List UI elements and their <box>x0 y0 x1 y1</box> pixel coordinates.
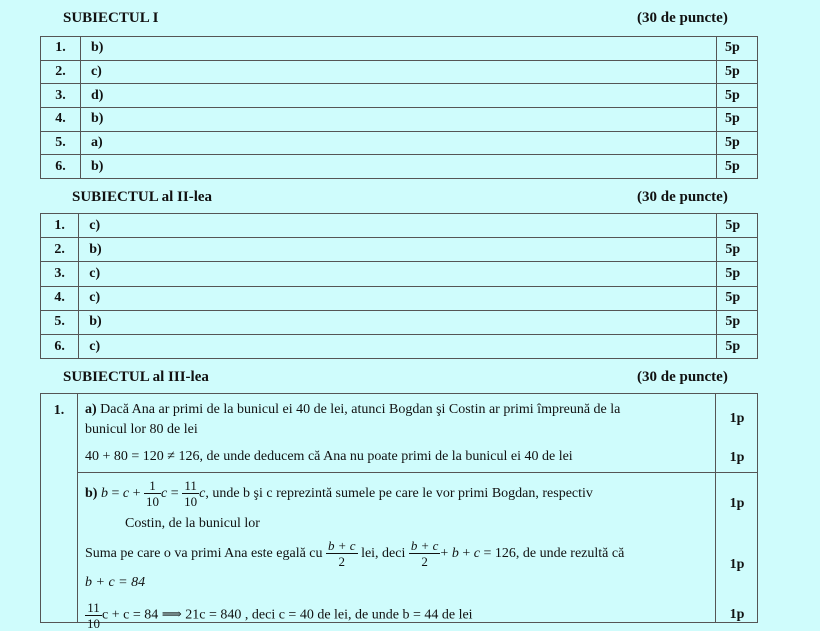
fraction-den: 10 <box>87 616 100 631</box>
part-b-text-3: lei, deci <box>361 546 406 561</box>
eq-c: c <box>473 546 480 561</box>
item-number: 4. <box>41 108 81 132</box>
part-b-text-1: , unde b şi c reprezintă sumele pe care le vor primi Bogdan, respectiv <box>205 486 593 501</box>
eq-b: b <box>100 486 108 501</box>
fraction-den: 10 <box>145 494 159 510</box>
fraction-11-10 <box>85 600 102 631</box>
item-points: 5p <box>717 60 758 84</box>
eq-c: c <box>160 486 168 501</box>
fraction-den: 2 <box>421 554 428 570</box>
points-b-1: 1p <box>729 496 745 511</box>
points-a-2: 1p <box>729 450 745 465</box>
subject-2-title: SUBIECTUL al II-lea <box>72 189 213 205</box>
item-answer: a) <box>80 131 716 155</box>
answer-row <box>41 108 758 132</box>
item-answer: c) <box>80 60 716 84</box>
fraction-num: b + c <box>410 538 439 554</box>
fraction-11-10 <box>182 478 199 509</box>
item-number: 5. <box>41 131 81 155</box>
item-points: 5p <box>717 37 758 61</box>
item-number: 6. <box>41 155 81 179</box>
subject-3-table <box>40 393 758 631</box>
part-b-line-2: Costin, de la bunicul lor <box>125 516 260 531</box>
subject-3-title: SUBIECTUL al III-lea <box>63 369 209 385</box>
part-b-text-2: Suma pe care o va primi Ana este egală cu <box>85 546 323 561</box>
item-answer: c) <box>79 286 717 310</box>
item-answer: d) <box>80 84 716 108</box>
fraction-b-plus-c-over-2 <box>326 538 358 569</box>
part-b-line-3: Suma pe care o va primi Ana este egală cu $\frac{b + c}{2}$ lei, deci $\frac{b + c}{2}$ + b + c = 126, de unde rezultă că <box>85 538 625 570</box>
answer-row <box>41 238 758 262</box>
item-number: 5. <box>41 310 79 334</box>
item-points: 5p <box>717 108 758 132</box>
subject-2-points: (30 de puncte) <box>637 189 728 205</box>
part-b-line-1: b) b = c + $\frac{1}{10}$ c = $\frac{11}{10}$ c, unde b şi c reprezintă sumele pe care le vor primi Bogdan, respectiv <box>85 478 593 510</box>
item-number: 3. <box>41 262 79 286</box>
part-a-line-2: bunicul lor 80 de lei <box>85 422 198 437</box>
fraction-den: 10 <box>184 494 198 510</box>
part-a-label: a) <box>85 402 97 417</box>
item-answer: c) <box>79 334 717 358</box>
part-b-text-4: , de unde rezultă că <box>515 546 625 561</box>
item-points: 5p <box>717 84 758 108</box>
answer-row <box>41 214 758 238</box>
answer-row <box>41 262 758 286</box>
item-number: 2. <box>41 238 79 262</box>
item-answer: b) <box>79 238 717 262</box>
answer-row <box>41 84 758 108</box>
part-b-line-4: b + c = 84 <box>85 575 146 590</box>
answer-row <box>41 286 758 310</box>
eq-c: c <box>199 486 206 501</box>
item-answer: c) <box>79 262 717 286</box>
item-number: 3. <box>41 84 81 108</box>
item-number: 4. <box>41 286 79 310</box>
problem-number: 1. <box>53 403 65 418</box>
answer-row <box>41 310 758 334</box>
item-number: 1. <box>41 214 79 238</box>
fraction-num: 11 <box>85 600 102 616</box>
item-points: 5p <box>717 155 758 179</box>
fraction-b-plus-c-over-2 <box>409 538 441 569</box>
part-a-text-1: Dacă Ana ar primi de la bunicul ei 40 de lei, atunci Bogdan şi Costin ar primi împreună de la <box>96 402 621 417</box>
part-b-label: b) <box>85 486 98 501</box>
item-answer: b) <box>79 310 717 334</box>
subject-2-table <box>40 213 758 359</box>
fraction-num: 11 <box>182 478 199 494</box>
item-number: 6. <box>41 334 79 358</box>
subject-1-table <box>40 36 758 179</box>
item-answer: c) <box>79 214 717 238</box>
part-a-line-3 <box>85 448 573 466</box>
answer-row <box>41 155 758 179</box>
item-points: 5p <box>717 131 758 155</box>
subject-3-points: (30 de puncte) <box>637 369 728 385</box>
eq-b: b <box>451 546 459 561</box>
subject-1-points: (30 de puncte) <box>637 10 728 26</box>
part-b-line-5 <box>85 600 473 631</box>
item-answer: b) <box>80 108 716 132</box>
item-points: 5p <box>717 310 758 334</box>
fraction-num: 1 <box>144 478 161 494</box>
points-a-1: 1p <box>729 411 745 426</box>
item-points: 5p <box>717 214 758 238</box>
item-points: 5p <box>717 286 758 310</box>
fraction-den: 2 <box>338 554 346 570</box>
answer-row <box>41 60 758 84</box>
points-b-2: 1p <box>729 557 745 572</box>
answer-row <box>41 334 758 358</box>
part-a-equation: 40 + 80 = 120 ≠ 126 <box>85 449 200 464</box>
answer-row <box>41 131 758 155</box>
item-points: 5p <box>717 334 758 358</box>
item-answer: b) <box>80 155 716 179</box>
item-answer: b) <box>80 37 716 61</box>
item-points: 5p <box>717 238 758 262</box>
part-a-line-1 <box>85 401 620 419</box>
part-a-conclusion: , de unde deducem că Ana nu poate primi de la bunicul ei 40 de lei <box>199 449 573 464</box>
fraction-num: b + c <box>328 538 356 554</box>
part-b-text-5: c + c = 84 ⟹ 21c = 840 , deci c = 40 de lei, de unde b = 44 de lei <box>102 607 473 623</box>
subject-1-title: SUBIECTUL I <box>63 10 159 26</box>
item-number: 1. <box>41 37 81 61</box>
item-points: 5p <box>717 262 758 286</box>
answer-row <box>41 37 758 61</box>
eq-c: c <box>122 486 130 501</box>
item-number: 2. <box>41 60 81 84</box>
fraction-1-10 <box>144 478 161 509</box>
points-b-3: 1p <box>729 607 745 622</box>
